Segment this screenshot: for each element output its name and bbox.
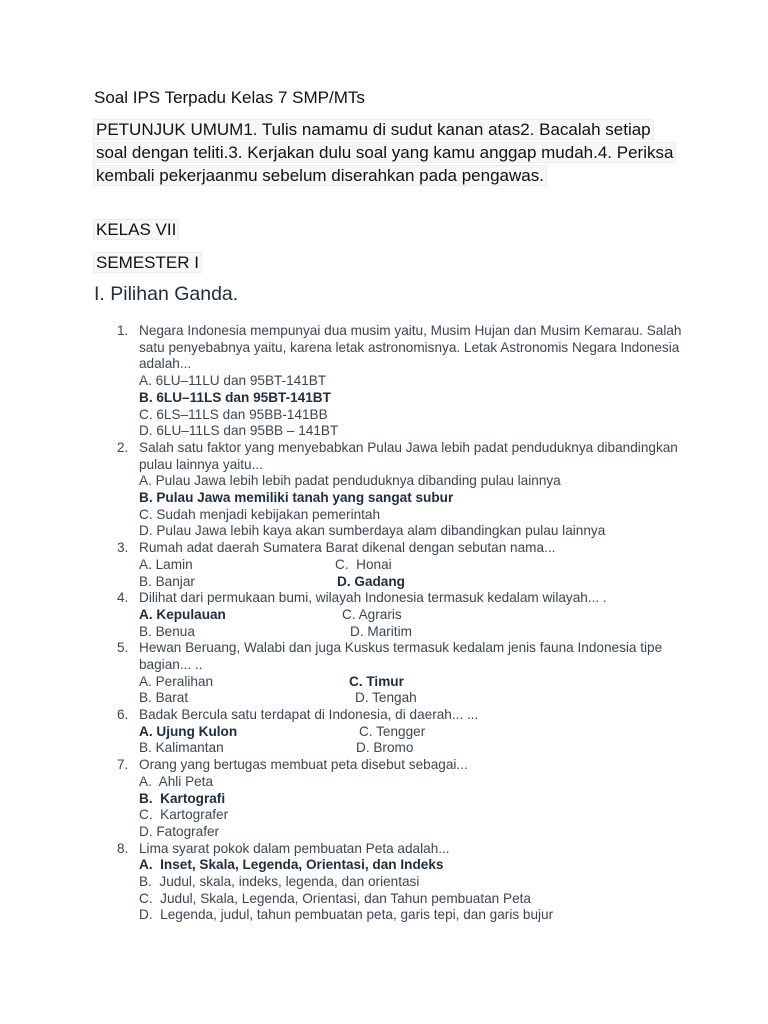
option-d: D. Tengah [355,690,417,706]
option-d: D. Gadang [337,573,405,589]
option-c: C. 6LS–11LS dan 95BB-141BB [139,406,328,422]
option-d: D. Legenda, judul, tahun pembuatan peta, garis tepi, dan garis bujur [139,907,554,923]
option-d: D. 6LU–11LS dan 95BB – 141BT [139,423,339,439]
question-text: Lima syarat pokok dalam pembuatan Peta adalah... [139,840,450,856]
question-text: Dilihat dari permukaan bumi, wilayah Indonesia termasuk kedalam wilayah... . [139,590,607,606]
option-a: A. Inset, Skala, Legenda, Orientasi, dan Indeks [139,857,444,873]
question-item [94,540,694,590]
option-row [139,624,694,641]
semester-text: SEMESTER I [96,253,199,272]
semester-label [94,251,201,274]
question-number: 4. [117,590,129,606]
option-row [139,724,694,741]
option-row [139,690,694,707]
option-b: B. Judul, skala, indeks, legenda, dan orientasi [139,874,420,890]
option-c: C. Timur [349,673,404,689]
option-b: B. Barat [139,690,189,706]
option-a: A. Lamin [139,556,193,572]
option-a: A. Ujung Kulon [139,723,238,739]
option-d: D. Pulau Jawa lebih kaya akan sumberdaya alam dibandingkan pulau lainnya [139,523,606,539]
question-number: 7. [117,757,129,773]
option-a: A. Peralihan [139,673,214,689]
question-text: Badak Bercula satu terdapat di Indonesia, di daerah... ... [139,707,479,723]
option-c: C. Agraris [342,606,402,622]
option-b: B. Banjar [139,573,195,589]
class-text: KELAS VII [96,220,177,239]
option-c: C. Kartografer [139,807,229,823]
document-title: Soal IPS Terpadu Kelas 7 SMP/MTs [94,88,365,107]
option-c: C. Judul, Skala, Legenda, Orientasi, dan Tahun pembuatan Peta [139,890,531,906]
question-number: 6. [117,707,129,723]
option-b: B. Kalimantan [139,740,224,756]
question-text: Negara Indonesia mempunyai dua musim yaitu, Musim Hujan dan Musim Kemarau. Salah satu penyebabnya yaitu, karena letak astronomisnya. Letak Astronomis Negara Indonesia adalah... [139,323,682,372]
question-text: Orang yang bertugas membuat peta disebut sebagai... [139,757,468,773]
question-number: 1. [117,323,129,338]
option-a: A. 6LU–11LU dan 95BT-141BT [139,373,327,389]
question-item [94,440,694,540]
question-text: Hewan Beruang, Walabi dan juga Kuskus termasuk kedalam jenis fauna Indonesia tipe bagian... .. [139,640,663,672]
option-a: A. Ahli Peta [139,773,214,789]
question-item [94,707,694,757]
question-number: 2. [117,439,129,455]
question-item [94,757,694,841]
class-label [94,218,178,241]
option-row [139,740,694,757]
question-number: 8. [117,840,129,856]
instructions-text: PETUNJUK UMUM1. Tulis namamu di sudut kanan atas2. Bacalah setiap soal dengan teliti.3. Kerjakan dulu soal yang kamu anggap mudah.4. Periksa kembali pekerjaanmu sebelum diserahkan pada pengawas. [96,120,674,185]
option-row [139,607,694,624]
option-b: B. Pulau Jawa memiliki tanah yang sangat subur [139,490,454,506]
option-row [139,674,694,691]
option-c: C. Tengger [359,723,426,739]
question-list [94,323,694,924]
option-b: B. Benua [139,623,195,639]
question-item [94,841,694,925]
option-d: D. Fatografer [139,823,220,839]
option-b: B. 6LU–11LS dan 95BT-141BT [139,389,331,405]
option-d: D. Bromo [356,740,414,756]
question-item [94,590,694,640]
question-item [94,640,694,707]
question-number: 3. [117,540,129,556]
question-item [94,323,694,440]
option-c: C. Honai [335,556,392,572]
option-d: D. Maritim [350,623,412,639]
question-number: 5. [117,640,129,656]
option-a: A. Pulau Jawa lebih lebih padat penduduknya dibanding pulau lainnya [139,473,561,489]
option-b: B. Kartografi [139,790,226,806]
section-heading: I. Pilihan Ganda. [94,283,239,305]
option-row [139,574,694,591]
option-row [139,557,694,574]
general-instructions [94,118,674,187]
option-a: A. Kepulauan [139,606,226,622]
question-text: Salah satu faktor yang menyebabkan Pulau Jawa lebih padat penduduknya dibandingkan pulau lainnya yaitu... [139,439,678,472]
option-c: C. Sudah menjadi kebijakan pemerintah [139,506,381,522]
question-text: Rumah adat daerah Sumatera Barat dikenal dengan sebutan nama... [139,540,556,556]
